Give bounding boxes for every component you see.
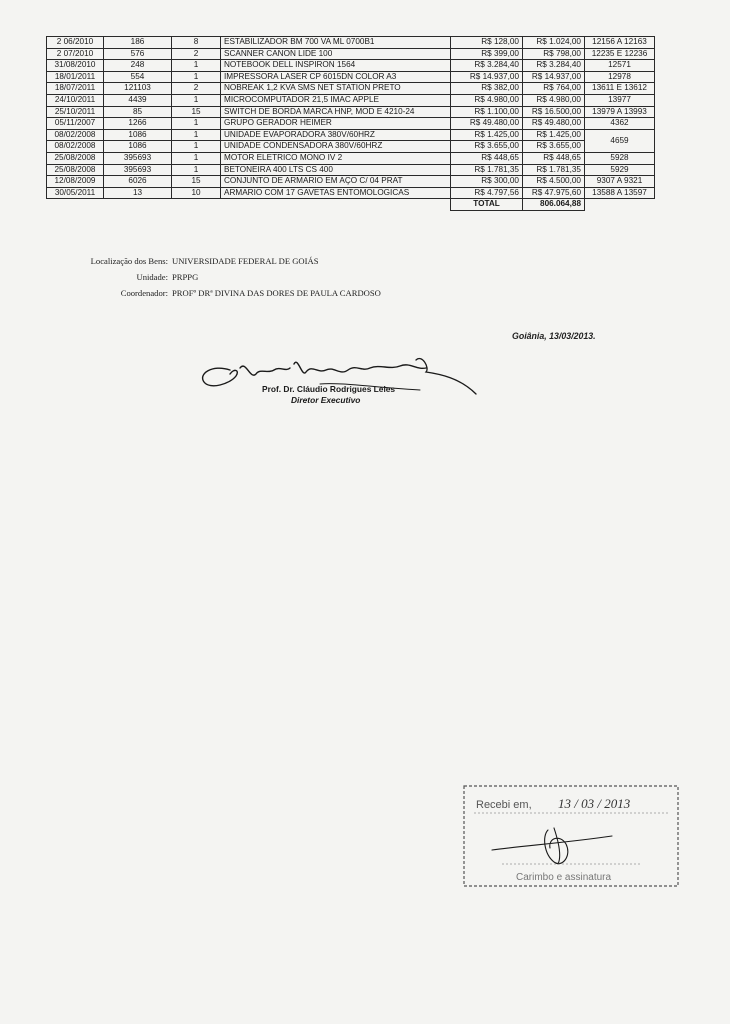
table-row [47, 83, 655, 95]
table-row [47, 152, 655, 164]
row-quantity: 1 [172, 71, 221, 83]
row-patrimony-number: 9307 A 9321 [585, 176, 655, 188]
row-date: 08/02/2008 [47, 129, 104, 141]
table-row [47, 37, 655, 49]
table-row [47, 129, 655, 141]
row-unit-value: R$ 49.480,00 [451, 118, 523, 130]
row-date: 25/10/2011 [47, 106, 104, 118]
row-code: 1266 [104, 118, 172, 130]
row-patrimony-number: 5929 [585, 164, 655, 176]
row-patrimony-number: 5928 [585, 152, 655, 164]
row-description: BETONEIRA 400 LTS CS 400 [221, 164, 451, 176]
table-row [47, 187, 655, 199]
row-code: 395693 [104, 164, 172, 176]
row-quantity: 1 [172, 118, 221, 130]
row-unit-value: R$ 128,00 [451, 37, 523, 49]
row-code: 13 [104, 187, 172, 199]
table-row [47, 60, 655, 72]
row-code: 121103 [104, 83, 172, 95]
row-patrimony-number: 4659 [585, 129, 655, 152]
row-patrimony-number: 13611 E 13612 [585, 83, 655, 95]
row-description: IMPRESSORA LASER CP 6015DN COLOR A3 [221, 71, 451, 83]
row-description: ARMARIO COM 17 GAVETAS ENTOMOLOGICAS [221, 187, 451, 199]
row-patrimony-number: 13588 A 13597 [585, 187, 655, 199]
table-row [47, 141, 655, 153]
row-date: 24/10/2011 [47, 94, 104, 106]
unit-label: Unidade: [136, 272, 168, 282]
row-code: 85 [104, 106, 172, 118]
row-unit-value: R$ 399,00 [451, 48, 523, 60]
goods-location-row [0, 256, 730, 268]
row-unit-value: R$ 3.655,00 [451, 141, 523, 153]
unit-row [0, 272, 730, 284]
row-code: 1086 [104, 141, 172, 153]
row-total-value: R$ 47.975,60 [523, 187, 585, 199]
row-date: 30/05/2011 [47, 187, 104, 199]
row-unit-value: R$ 448,65 [451, 152, 523, 164]
place-and-date: Goiânia, 13/03/2013. [512, 331, 596, 341]
row-date: 12/08/2009 [47, 176, 104, 188]
row-unit-value: R$ 4.797,56 [451, 187, 523, 199]
table-row [47, 118, 655, 130]
row-quantity: 1 [172, 164, 221, 176]
row-description: SWITCH DE BORDA MARCA HNP, MOD E 4210-24 [221, 106, 451, 118]
grand-total-value: 806.064,88 [523, 199, 585, 211]
row-date: 2 06/2010 [47, 37, 104, 49]
row-quantity: 2 [172, 48, 221, 60]
total-row-spacer [47, 199, 451, 211]
row-total-value: R$ 1.781,35 [523, 164, 585, 176]
total-label: TOTAL [451, 199, 523, 211]
row-patrimony-number: 13979 A 13993 [585, 106, 655, 118]
received-date: 13 / 03 / 2013 [558, 796, 631, 811]
table-row [47, 106, 655, 118]
row-total-value: R$ 764,00 [523, 83, 585, 95]
row-patrimony-number: 13977 [585, 94, 655, 106]
row-unit-value: R$ 3.284,40 [451, 60, 523, 72]
row-unit-value: R$ 1.781,35 [451, 164, 523, 176]
row-total-value: R$ 1.425,00 [523, 129, 585, 141]
row-date: 05/11/2007 [47, 118, 104, 130]
row-quantity: 1 [172, 129, 221, 141]
row-unit-value: R$ 382,00 [451, 83, 523, 95]
row-date: 2 07/2010 [47, 48, 104, 60]
row-date: 08/02/2008 [47, 141, 104, 153]
row-unit-value: R$ 1.425,00 [451, 129, 523, 141]
row-total-value: R$ 4.500,00 [523, 176, 585, 188]
row-description: NOBREAK 1,2 KVA SMS NET STATION PRETO [221, 83, 451, 95]
row-patrimony-number: 12571 [585, 60, 655, 72]
row-quantity: 10 [172, 187, 221, 199]
row-quantity: 2 [172, 83, 221, 95]
received-label: Recebi em, [476, 799, 532, 811]
row-patrimony-number: 12978 [585, 71, 655, 83]
table-row [47, 48, 655, 60]
signer-name: Prof. Dr. Cláudio Rodrigues Leles [262, 384, 396, 394]
row-quantity: 1 [172, 152, 221, 164]
unit-value: PRPPG [172, 272, 199, 282]
row-description: SCANNER CANON LIDE 100 [221, 48, 451, 60]
table-row [47, 176, 655, 188]
row-total-value: R$ 1.024,00 [523, 37, 585, 49]
row-description: NOTEBOOK DELL INSPIRON 1564 [221, 60, 451, 72]
location-label: Localização dos Bens: [90, 256, 168, 266]
row-date: 31/08/2010 [47, 60, 104, 72]
row-code: 1086 [104, 129, 172, 141]
row-description: MICROCOMPUTADOR 21,5 IMAC APPLE [221, 94, 451, 106]
row-description: UNIDADE CONDENSADORA 380V/60HRZ [221, 141, 451, 153]
table-row [47, 94, 655, 106]
row-unit-value: R$ 300,00 [451, 176, 523, 188]
row-description: GRUPO GERADOR HEIMER [221, 118, 451, 130]
total-row-end-spacer [585, 199, 655, 211]
row-patrimony-number: 4362 [585, 118, 655, 130]
row-total-value: R$ 798,00 [523, 48, 585, 60]
row-total-value: R$ 3.655,00 [523, 141, 585, 153]
row-total-value: R$ 16.500,00 [523, 106, 585, 118]
row-code: 248 [104, 60, 172, 72]
row-date: 18/07/2011 [47, 83, 104, 95]
location-value: UNIVERSIDADE FEDERAL DE GOIÁS [172, 256, 319, 266]
row-unit-value: R$ 4.980,00 [451, 94, 523, 106]
coordinator-row [0, 288, 730, 300]
table-row [47, 71, 655, 83]
row-description: ESTABILIZADOR BM 700 VA ML 0700B1 [221, 37, 451, 49]
row-unit-value: R$ 14.937,00 [451, 71, 523, 83]
row-code: 554 [104, 71, 172, 83]
coordinator-label: Coordenador: [120, 288, 168, 298]
row-quantity: 15 [172, 106, 221, 118]
row-quantity: 15 [172, 176, 221, 188]
receipt-stamp [462, 784, 680, 888]
row-total-value: R$ 49.480,00 [523, 118, 585, 130]
row-total-value: R$ 3.284,40 [523, 60, 585, 72]
row-quantity: 1 [172, 60, 221, 72]
total-row [47, 199, 655, 211]
row-patrimony-number: 12156 A 12163 [585, 37, 655, 49]
coordinator-value: PROFº DRª DIVINA DAS DORES DE PAULA CARDOSO [172, 288, 381, 298]
row-code: 6026 [104, 176, 172, 188]
row-date: 18/01/2011 [47, 71, 104, 83]
row-quantity: 1 [172, 94, 221, 106]
row-code: 4439 [104, 94, 172, 106]
row-total-value: R$ 14.937,00 [523, 71, 585, 83]
inventory-table [46, 36, 655, 211]
row-quantity: 1 [172, 141, 221, 153]
row-total-value: R$ 4.980,00 [523, 94, 585, 106]
row-date: 25/08/2008 [47, 152, 104, 164]
signer-role: Diretor Executivo [291, 395, 361, 405]
row-code: 576 [104, 48, 172, 60]
row-code: 186 [104, 37, 172, 49]
row-total-value: R$ 448,65 [523, 152, 585, 164]
table-row [47, 164, 655, 176]
row-date: 25/08/2008 [47, 164, 104, 176]
row-patrimony-number: 12235 E 12236 [585, 48, 655, 60]
row-description: UNIDADE EVAPORADORA 380V/60HRZ [221, 129, 451, 141]
row-unit-value: R$ 1.100,00 [451, 106, 523, 118]
row-code: 395693 [104, 152, 172, 164]
row-description: CONJUNTO DE ARMARIO EM AÇO C/ 04 PRAT [221, 176, 451, 188]
row-quantity: 8 [172, 37, 221, 49]
stamp-caption: Carimbo e assinatura [516, 872, 612, 883]
row-description: MOTOR ELETRICO MONO IV 2 [221, 152, 451, 164]
